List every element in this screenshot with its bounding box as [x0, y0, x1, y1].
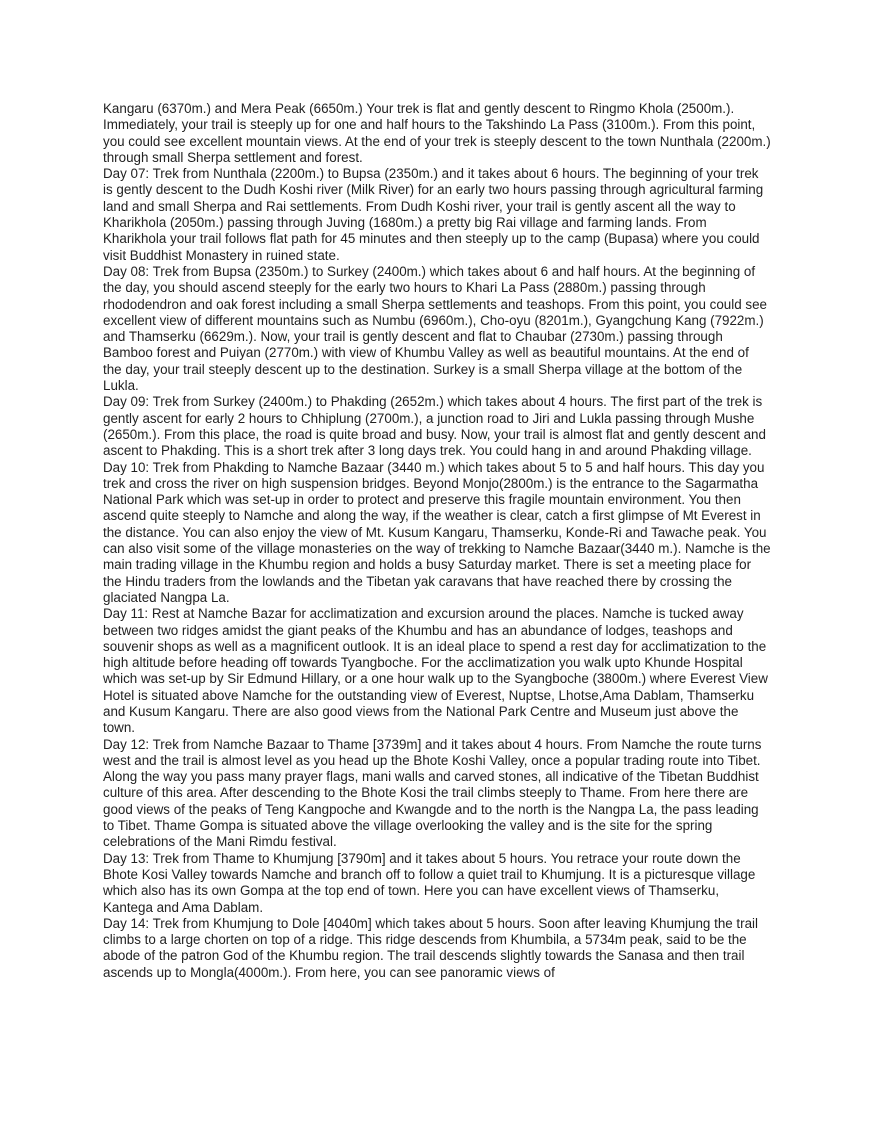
paragraph-day-08: Day 08: Trek from Bupsa (2350m.) to Surkey (2400m.) which takes about 6 and half hours. At the beginning of the day, you should ascend steeply for the early two hours to Khari La Pass (2880m.) passing through rhododendron and oak forest including a small Sherpa settlements and teashops. From this point, you could see excellent view of different mountains such as Numbu (6960m.), Cho-oyu (8201m.), Gyangchung Kang (7922m.) and Thamserku (6629m.). Now, your trail is gently descent and flat to Chaubar (2730m.) passing through Bamboo forest and Puiyan (2770m.) with view of Khumbu Valley as well as beautiful mountains. At the end of the day, your trail steeply descent up to the destination. Surkey is a small Sherpa village at the bottom of the Lukla.: [103, 263, 767, 394]
paragraph-day-07: Day 07: Trek from Nunthala (2200m.) to Bupsa (2350m.) and it takes about 6 hours. The beginning of your trek is gently descent to the Dudh Koshi river (Milk River) for an early two hours passing through agricultural farming land and small Sherpa and Rai settlements. From Dudh Koshi river, your trail is gently ascent all the way to Kharikhola (2050m.) passing through Juving (1680m.) a pretty big Rai village and farming lands. From Kharikhola your trail follows flat path for 45 minutes and then steeply up to the camp (Bupasa) where you could visit Buddhist Monastery in ruined state.: [103, 166, 764, 263]
paragraph-intro-continuation: Kangaru (6370m.) and Mera Peak (6650m.) Your trek is flat and gently descent to Ringmo Khola (2500m.). Immediately, your trail is steeply up for one and half hours to the Takshindo La Pass (3100m.). From this point, you could see excellent mountain views. At the end of your trek is steeply descent to the town Nunthala (2200m.) through small Sherpa settlement and forest.: [103, 101, 771, 165]
document-body: [103, 101, 771, 981]
paragraph-day-12: Day 12: Trek from Namche Bazaar to Thame [3739m] and it takes about 4 hours. From Namche the route turns west and the trail is almost level as you head up the Bhote Koshi Valley, once a popular trading route into Tibet. Along the way you pass many prayer flags, mani walls and carved stones, all indicative of the Tibetan Buddhist culture of this area. After descending to the Bhote Kosi the trail climbs steeply to Thame. From here there are good views of the peaks of Teng Kangpoche and Kwangde and to the north is the Nangpa La, the pass leading to Tibet. Thame Gompa is situated above the village overlooking the valley and is the site for the spring celebrations of the Mani Rimdu festival.: [103, 736, 762, 850]
paragraph-day-13: Day 13: Trek from Thame to Khumjung [3790m] and it takes about 5 hours. You retrace your route down the Bhote Kosi Valley towards Namche and branch off to follow a quiet trail to Khumjung. It is a picturesque village which also has its own Gompa at the top end of town. Here you can have excellent views of Thamserku, Kantega and Ama Dablam.: [103, 850, 756, 915]
paragraph-day-09: Day 09: Trek from Surkey (2400m.) to Phakding (2652m.) which takes about 4 hours. The first part of the trek is gently ascent for early 2 hours to Chhiplung (2700m.), a junction road to Jiri and Lukla passing through Mushe (2650m.). From this place, the road is quite broad and busy. Now, your trail is almost flat and gently descent and ascent to Phakding. This is a short trek after 3 long days trek. You could hang in and around Phakding village.: [103, 394, 766, 459]
paragraph-day-14: Day 14: Trek from Khumjung to Dole [4040m] which takes about 5 hours. Soon after leaving Khumjung the trail climbs to a large chorten on top of a ridge. This ridge descends from Khumbila, a 5734m peak, said to be the abode of the patron God of the Khumbu region. The trail descends slightly towards the Sanasa and then trail ascends up to Mongla(4000m.). From here, you can see panoramic views of: [103, 915, 759, 980]
paragraph-day-10: Day 10: Trek from Phakding to Namche Bazaar (3440 m.) which takes about 5 to 5 and half hours. This day you trek and cross the river on high suspension bridges. Beyond Monjo(2800m.) is the entrance to the Sagarmatha National Park which was set-up in order to protect and preserve this fragile mountain environment. You then ascend quite steeply to Namche and along the way, if the weather is clear, catch a first glimpse of Mt Everest in the distance. You can also enjoy the view of Mt. Kusum Kangaru, Thamserku, Konde-Ri and Tawache peak. You can also visit some of the village monasteries on the way of trekking to Namche Bazaar(3440 m.). Namche is the main trading village in the Khumbu region and holds a busy Saturday market. There is set a meeting place for the Hindu traders from the lowlands and the Tibetan yak caravans that have reached there by crossing the glaciated Nangpa La.: [103, 459, 771, 605]
paragraph-day-11: Day 11: Rest at Namche Bazar for acclimatization and excursion around the places. Namche is tucked away between two ridges amidst the giant peaks of the Khumbu and has an abundance of lodges, teashops and souvenir shops as well as a magnificent outlook. It is an ideal place to spend a rest day for acclimatization to the high altitude before heading off towards Tyangboche. For the acclimatization you walk upto Khunde Hospital which was set-up by Sir Edmund Hillary, or a one hour walk up to the Syangboche (3800m.) where Everest View Hotel is situated above Namche for the outstanding view of Everest, Nuptse, Lhotse,Ama Dablam, Thamserku and Kusum Kangaru. There are also good views from the National Park Centre and Museum just above the town.: [103, 606, 768, 736]
